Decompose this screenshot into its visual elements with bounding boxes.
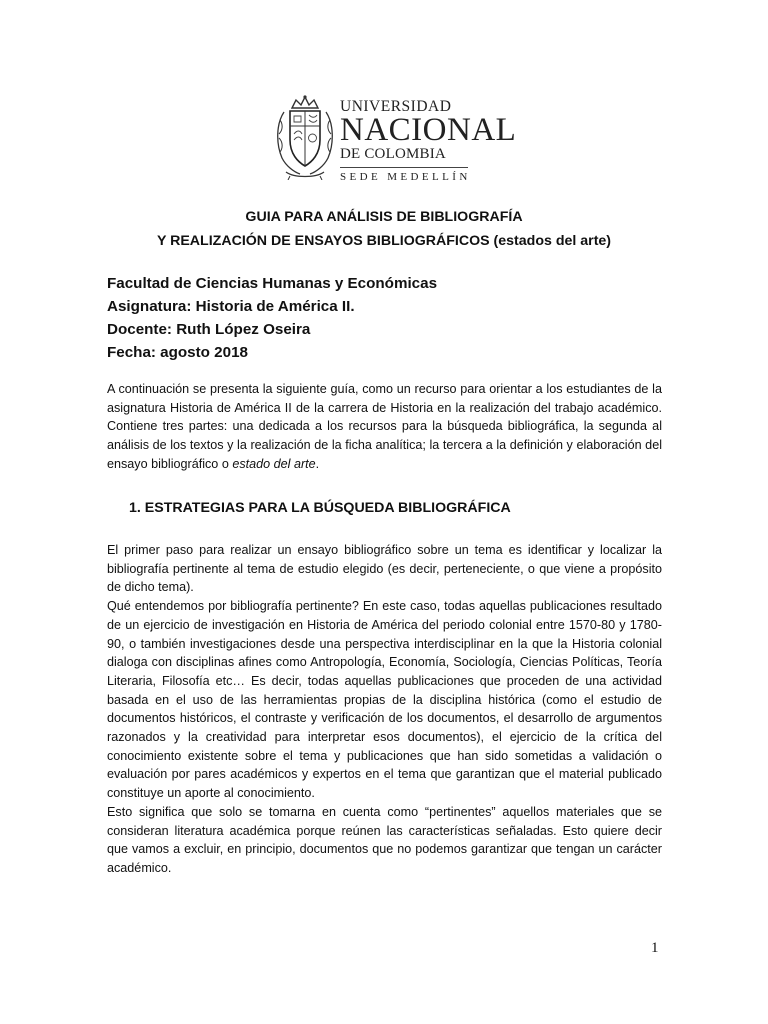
logo-line-universidad: UNIVERSIDAD xyxy=(340,98,452,115)
coat-of-arms-icon xyxy=(274,94,336,180)
title-line-2: Y REALIZACIÓN DE ENSAYOS BIBLIOGRÁFICOS (estados del arte) xyxy=(156,233,612,249)
section-1-body xyxy=(107,541,662,878)
teacher-line: Docente: Ruth López Oseira xyxy=(107,321,311,338)
intro-text: A continuación se presenta la siguiente guía, como un recurso para orientar a los estudiantes de la asignatura Historia de América II de la carrera de Historia en la realización del trabajo académico. Contiene tres partes: una dedicada a los recursos para la búsqueda bibliográfica, la segunda al análisis de los textos y la realización de la ficha analítica; la tercera a la definición y elaboración del ensayo bibliográfico o xyxy=(107,382,662,471)
title-line-1: GUIA PARA ANÁLISIS DE BIBLIOGRAFÍA xyxy=(245,209,523,225)
page-number: 1 xyxy=(651,940,659,956)
section-1-paragraph-2: Qué entendemos por bibliografía pertinente? En este caso, todas aquellas publicaciones resultado de un ejercicio de investigación en Historia de América del periodo colonial entre 1570-80 y 1780-90, o también investigaciones desde una perspectiva interdisciplinar en la que la Historia colonial dialoga con disciplinas afines como Antropología, Economía, Sociología, Ciencias Políticas, Teoría Literaria, Filosofía etc… Es decir, todas aquellas publicaciones que proceden de una actividad basada en el uso de las herramientas propias de la disciplina histórica (como el estudio de documentos históricos, el contraste y verificación de los documentos, el desarrollo de argumentos razonados y la creatividad para interpretar esos documentos), el ejercicio de la crítica del conocimiento existente sobre el tema y publicaciones que han sido sometidas a validación o evaluación por pares académicos y expertos en el tema que garantizan que el material publicado constituye un aporte al conocimiento. xyxy=(107,599,662,801)
university-logo xyxy=(274,94,517,183)
logo-line-nacional: NACIONAL xyxy=(340,112,517,148)
intro-paragraph xyxy=(107,380,662,474)
logo-line-colombia: DE COLOMBIA xyxy=(340,146,446,162)
section-1-heading: 1. ESTRATEGIAS PARA LA BÚSQUEDA BIBLIOGRÁFICA xyxy=(129,500,511,516)
intro-end: . xyxy=(315,456,320,471)
logo-divider xyxy=(340,167,468,168)
faculty-line: Facultad de Ciencias Humanas y Económicas xyxy=(107,275,438,292)
logo-wordmark xyxy=(340,98,516,183)
date-line: Fecha: agosto 2018 xyxy=(107,344,248,361)
logo-line-sede: SEDE MEDELLÍN xyxy=(340,171,471,183)
subject-line: Asignatura: Historia de América II. xyxy=(107,298,355,315)
course-info xyxy=(107,272,437,364)
intro-italic: estado del arte xyxy=(232,456,316,471)
section-1-paragraph-1: El primer paso para realizar un ensayo bibliográfico sobre un tema es identificar y localizar la bibliografía pertinente al tema de estudio elegido (es decir, perteneciente, o que viene a propósito de dicho tema). xyxy=(107,543,662,595)
section-1-paragraph-3: Esto significa que solo se tomarna en cuenta como “pertinentes” aquellos materiales que se consideran literatura académica porque reúnen las características señaladas. Esto quiere decir que vamos a excluir, en principio, documentos que no podemos garantizar que tengan un carácter académico. xyxy=(107,804,662,875)
document-title xyxy=(100,205,668,253)
